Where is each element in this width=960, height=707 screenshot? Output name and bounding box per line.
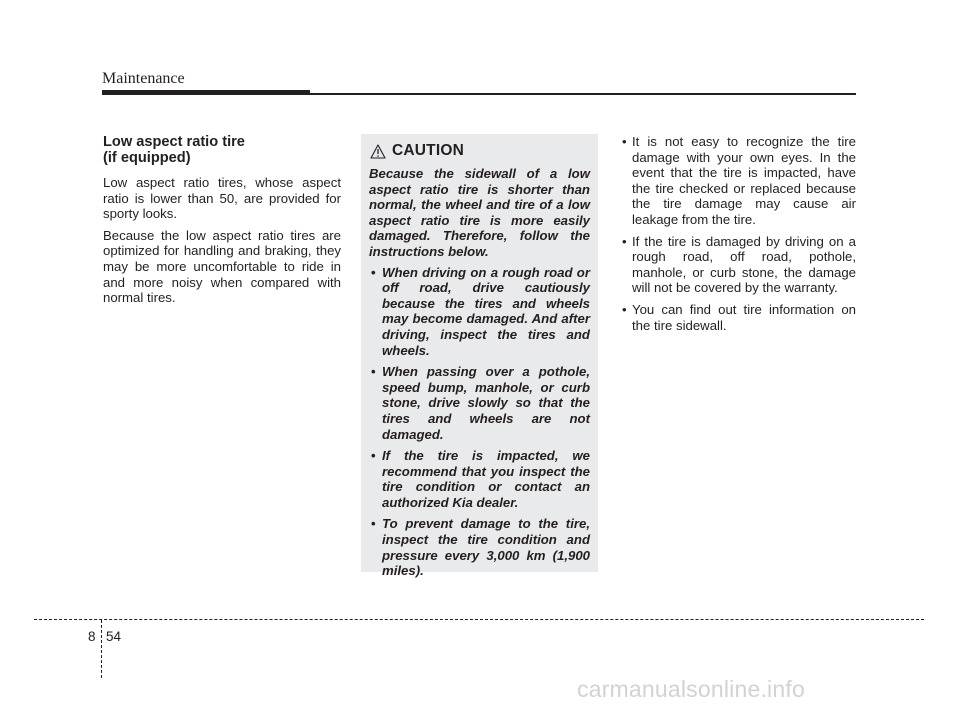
bullet: • xyxy=(371,364,376,380)
info-item-text: You can find out tire information on the tire sidewall. xyxy=(632,301,856,333)
section-title xyxy=(103,134,341,166)
info-item-text: It is not easy to recognize the tire damage with your own eyes. In the event that the tire is impacted, have the tire checked or replaced because the tire damage may cause air leakage from the tire. xyxy=(632,134,856,227)
section-title-line2: (if equipped) xyxy=(103,150,191,166)
warning-triangle-icon xyxy=(370,144,386,159)
caution-item-text: If the tire is impacted, we recommend that you inspect the tire condition or contact an authorized Kia dealer. xyxy=(382,448,590,510)
caution-item-text: When driving on a rough road or off road, drive cautiously because the tires and wheels may become damaged. And after driving, inspect the tires and wheels. xyxy=(382,264,590,358)
info-item xyxy=(620,234,856,296)
section-title-line1: Low aspect ratio tire xyxy=(103,134,245,150)
caution-item-text: To prevent damage to the tire, inspect the tire condition and pressure every 3,000 km (1,900 miles). xyxy=(382,516,590,579)
paragraph-handling: Because the low aspect ratio tires are optimized for handling and braking, they may be more uncomfortable to ride in and more noisy when compared with normal tires. xyxy=(103,227,341,306)
page-header-title: Maintenance xyxy=(102,70,185,87)
caution-title: CAUTION xyxy=(392,142,465,159)
bullet: • xyxy=(622,301,627,317)
right-column xyxy=(620,134,856,339)
caution-item xyxy=(369,364,590,442)
caution-item xyxy=(369,448,590,510)
caution-item xyxy=(369,516,590,578)
chapter-number: 8 xyxy=(88,629,96,644)
bullet: • xyxy=(622,134,627,149)
caution-intro: Because the sidewall of a low aspect ratio tire is shorter than normal, the wheel and tire of a low aspect ratio tire is more easily damaged. Therefore, follow the instructions below. xyxy=(369,166,590,259)
footer-rule xyxy=(34,619,924,620)
header-rule-thin xyxy=(310,93,856,95)
info-item xyxy=(620,134,856,228)
caution-header xyxy=(370,142,590,160)
bullet: • xyxy=(371,448,376,464)
caution-box xyxy=(361,134,598,579)
caution-item-text: When passing over a pothole, speed bump, manhole, or curb stone, drive slowly so that the tires and wheels are not damaged. xyxy=(382,364,590,442)
watermark: carmanualsonline.info xyxy=(577,676,805,702)
caution-item xyxy=(369,265,590,359)
page-number: 54 xyxy=(106,629,122,644)
paragraph-aspect-ratio: Low aspect ratio tires, whose aspect ratio is lower than 50, are provided for sporty looks. xyxy=(103,175,341,222)
bullet: • xyxy=(622,233,627,249)
info-item-text: If the tire is damaged by driving on a rough road, off road, pothole, manhole, or curb stone, the damage will not be covered by the warranty. xyxy=(632,233,856,296)
info-list xyxy=(620,134,856,333)
info-item xyxy=(620,302,856,333)
footer-rule-vertical xyxy=(101,620,102,678)
left-column xyxy=(103,134,341,312)
header-rule-thick xyxy=(102,90,310,95)
caution-list xyxy=(369,265,590,579)
bullet: • xyxy=(371,264,376,280)
bullet: • xyxy=(371,516,376,532)
